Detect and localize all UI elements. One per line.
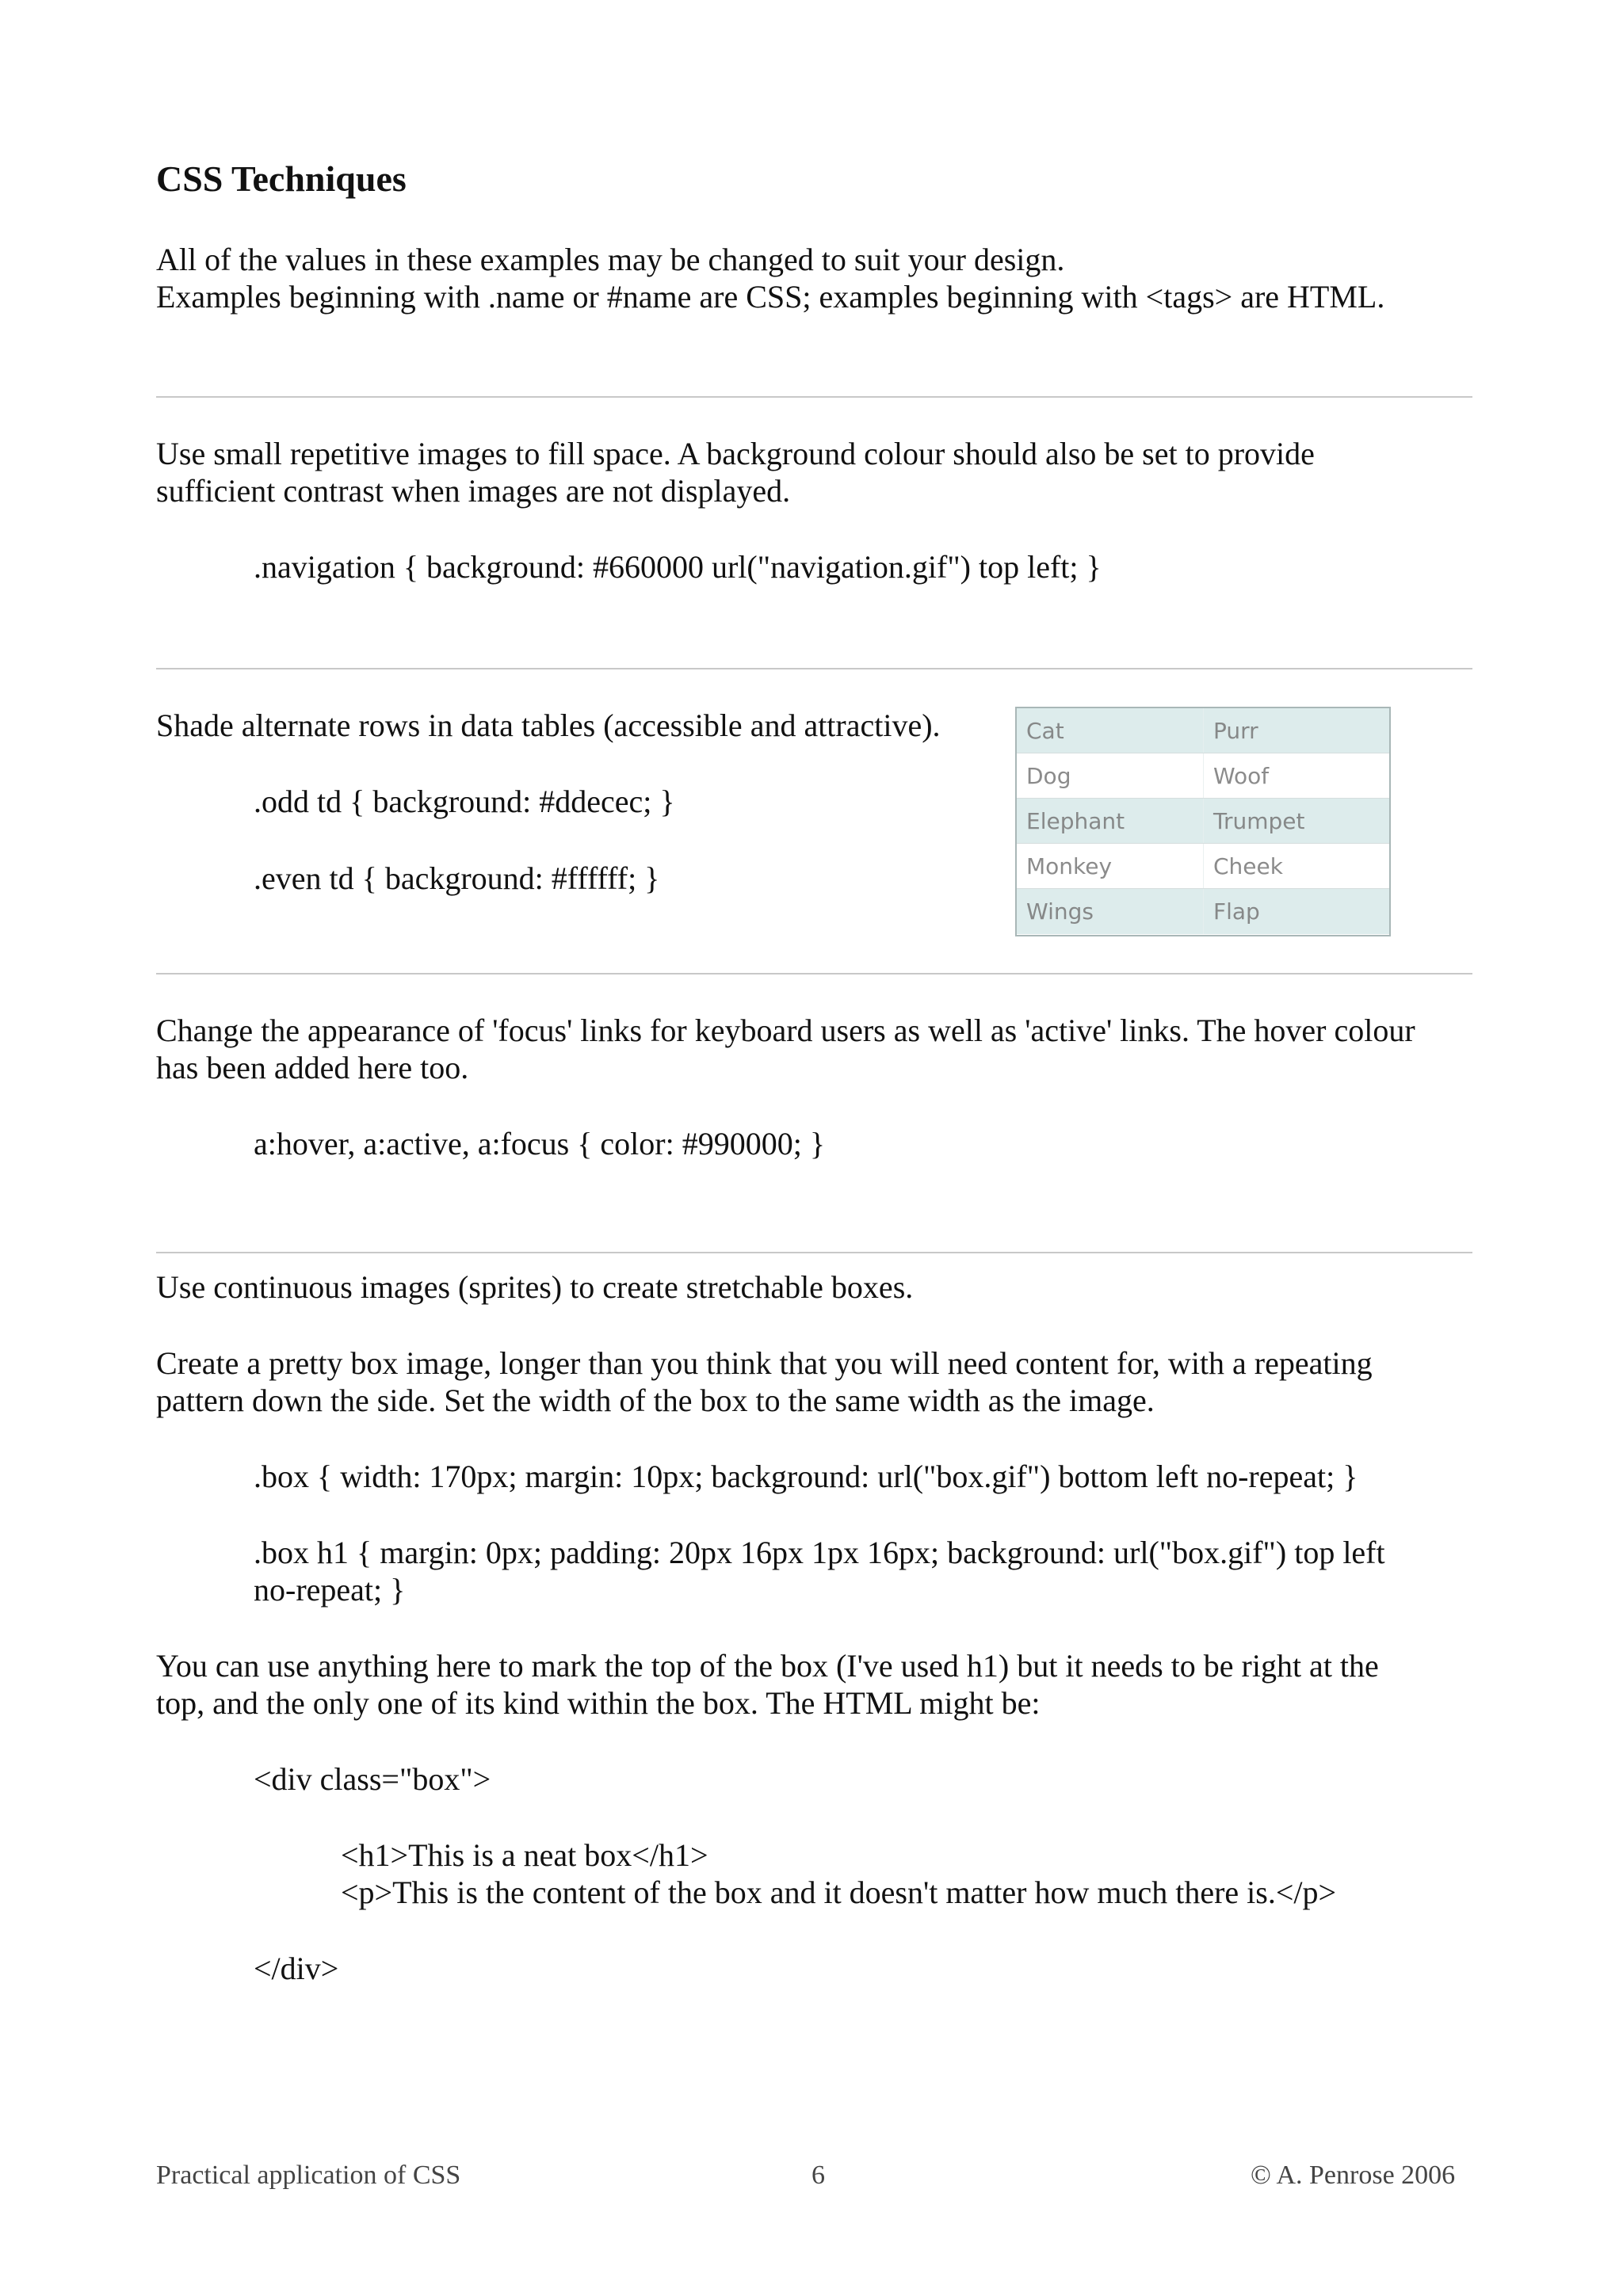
table-row	[1017, 708, 1389, 753]
section4-text-3-line-1: You can use anything here to mark the top of the box (I've used h1) but it needs to be right at the	[156, 1648, 1379, 1684]
section3-text-line-2: has been added here too.	[156, 1050, 469, 1085]
section4-code-2-line-1: .box h1 { margin: 0px; padding: 20px 16px 1px 16px; background: url("box.gif") top left	[254, 1535, 1385, 1570]
section4-text-1: Use continuous images (sprites) to create stretchable boxes.	[156, 1269, 914, 1305]
section2-code-even: .even td { background: #ffffff; }	[254, 860, 660, 896]
section-divider	[156, 396, 1472, 398]
section2-text: Shade alternate rows in data tables (accessible and attractive).	[156, 707, 941, 743]
table-row	[1017, 889, 1389, 934]
html-example-p: <p>This is the content of the box and it doesn't matter how much there is.</p>	[341, 1875, 1337, 1910]
intro-line-2: Examples beginning with .name or #name are CSS; examples beginning with <tags> are HTML.	[156, 279, 1385, 315]
intro-line-1: All of the values in these examples may be changed to suit your design.	[156, 242, 1065, 277]
table-cell: Cheek	[1203, 844, 1389, 888]
striped-table-example-image	[1015, 707, 1391, 936]
section3-text-line-1: Change the appearance of 'focus' links for keyboard users as well as 'active' links. The hover colour	[156, 1013, 1415, 1048]
section1-text-line-1: Use small repetitive images to fill space. A background colour should also be set to provide	[156, 436, 1315, 471]
section4-text-2-line-1: Create a pretty box image, longer than you think that you will need content for, with a repeating	[156, 1345, 1373, 1381]
section3-code: a:hover, a:active, a:focus { color: #990000; }	[254, 1126, 826, 1161]
table-cell: Purr	[1203, 708, 1389, 753]
html-example-close: </div>	[254, 1951, 339, 1986]
table-cell: Trumpet	[1203, 799, 1389, 843]
section2-code-odd: .odd td { background: #ddecec; }	[254, 784, 675, 819]
page-number: 6	[812, 2161, 825, 2190]
table-cell: Elephant	[1026, 808, 1125, 834]
section4-code-2-line-2: no-repeat; }	[254, 1572, 406, 1608]
section4-code-1: .box { width: 170px; margin: 10px; background: url("box.gif") bottom left no-repeat; }	[254, 1459, 1358, 1494]
table-cell: Flap	[1203, 889, 1389, 934]
section4-text-3-line-2: top, and the only one of its kind within the box. The HTML might be:	[156, 1685, 1041, 1721]
page-title: CSS Techniques	[156, 158, 407, 199]
section-divider	[156, 973, 1472, 974]
table-row	[1017, 844, 1389, 889]
table-cell: Wings	[1026, 898, 1094, 925]
footer-left: Practical application of CSS	[156, 2161, 461, 2190]
section1-text-line-2: sufficient contrast when images are not displayed.	[156, 473, 791, 509]
footer-copyright: © A. Penrose 2006	[1251, 2161, 1456, 2190]
section-divider	[156, 668, 1472, 669]
html-example-h1: <h1>This is a neat box</h1>	[341, 1837, 708, 1873]
table-cell: Woof	[1203, 753, 1389, 798]
table-row	[1017, 753, 1389, 799]
table-cell: Dog	[1026, 763, 1071, 789]
section-divider	[156, 1252, 1472, 1253]
table-cell: Cat	[1026, 718, 1064, 744]
table-cell: Monkey	[1026, 853, 1113, 879]
html-example-open: <div class="box">	[254, 1761, 491, 1797]
section4-text-2-line-2: pattern down the side. Set the width of the box to the same width as the image.	[156, 1383, 1155, 1418]
section1-code: .navigation { background: #660000 url("navigation.gif") top left; }	[254, 549, 1102, 585]
table-row	[1017, 799, 1389, 844]
